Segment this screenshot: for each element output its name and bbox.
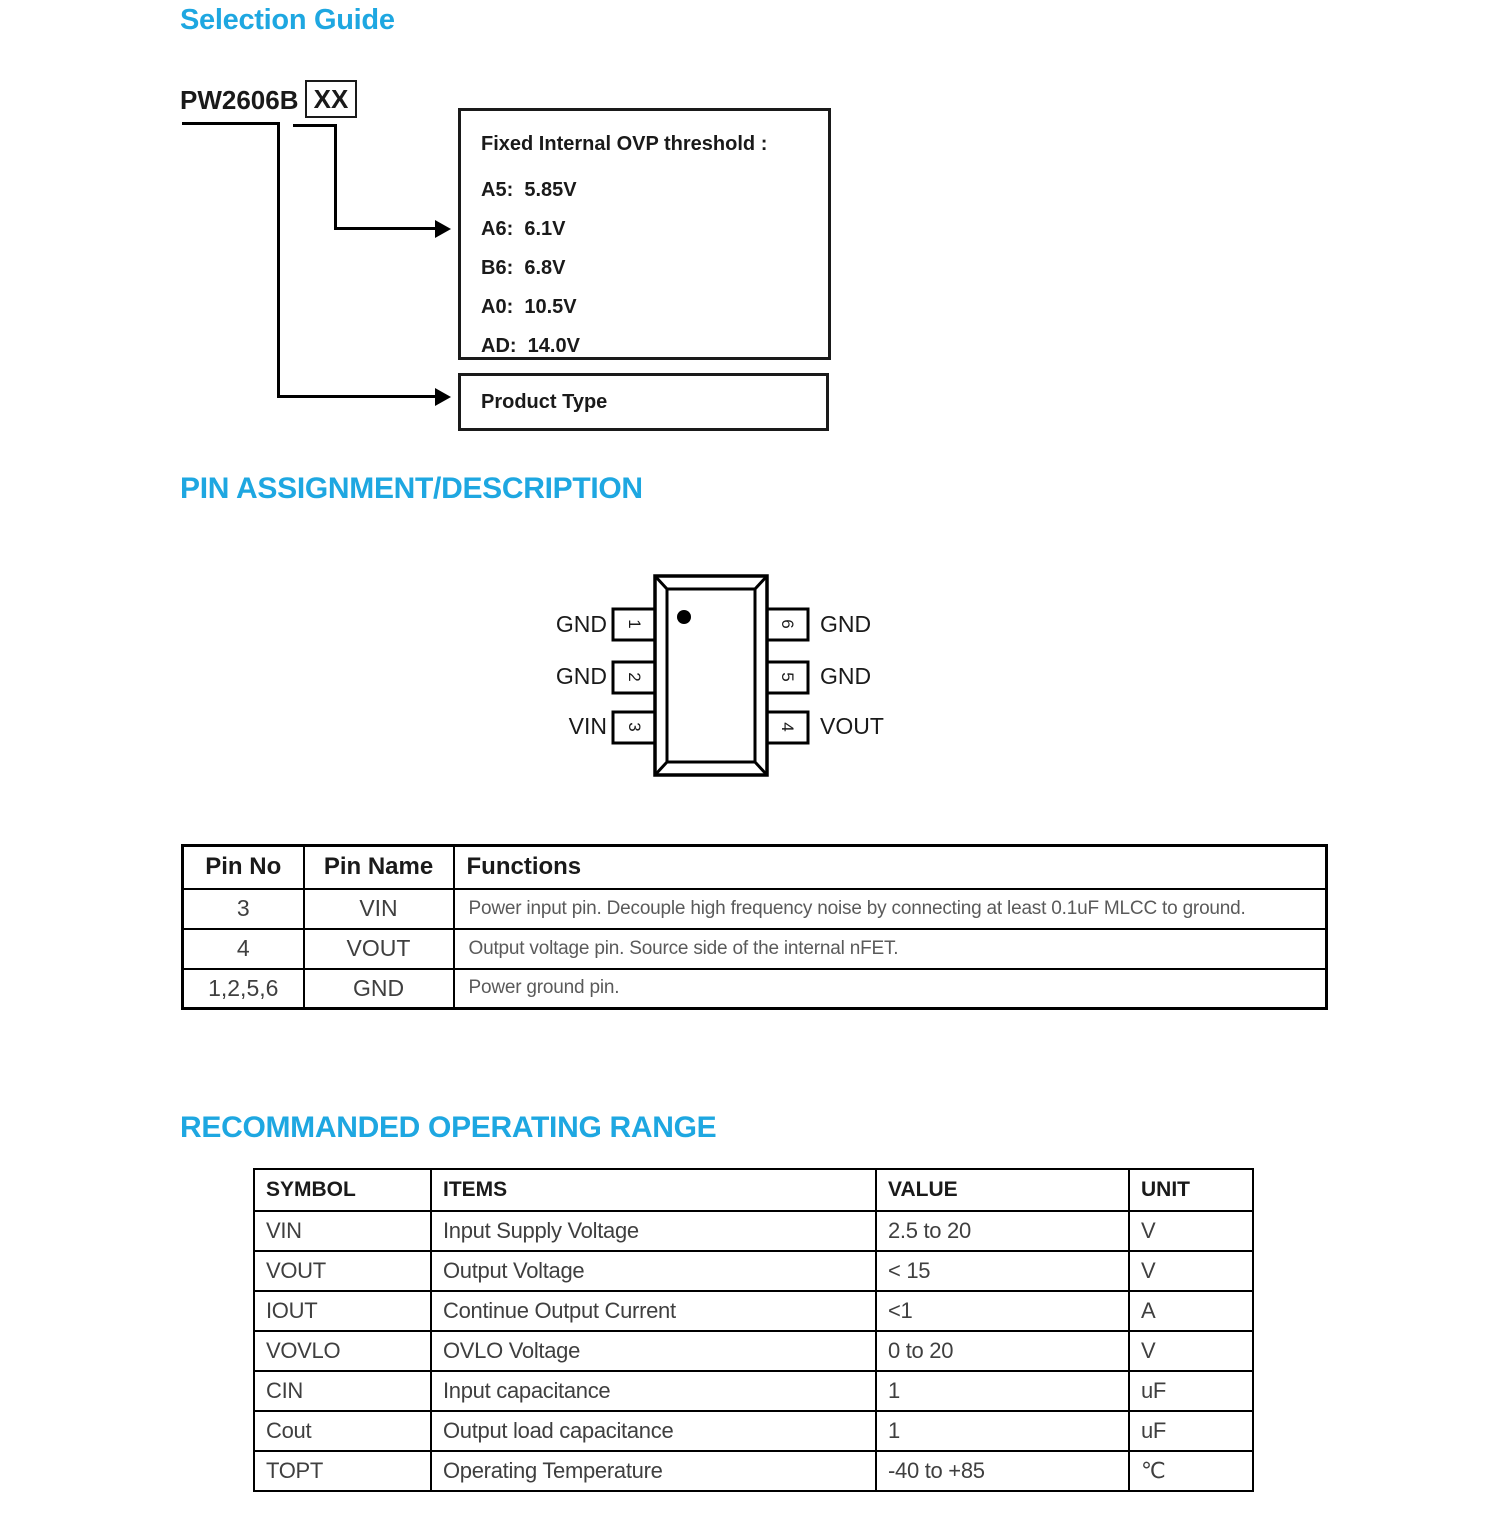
unit-cell: uF	[1129, 1411, 1253, 1451]
functions-header: Functions	[454, 846, 1327, 889]
pin-number: 2	[625, 672, 644, 682]
pin-function-cell: Output voltage pin. Source side of the internal nFET.	[454, 929, 1327, 969]
ovp-option: AD: 14.0V	[481, 335, 580, 357]
connector-line	[293, 124, 337, 127]
pin-number: 1	[625, 619, 644, 629]
pin-number: 5	[778, 672, 797, 682]
pin-assignment-title: PIN ASSIGNMENT/DESCRIPTION	[180, 472, 643, 505]
table-row	[183, 929, 1327, 969]
ovp-threshold-box	[458, 108, 831, 360]
items-header: ITEMS	[431, 1169, 876, 1211]
selection-guide-title: Selection Guide	[180, 4, 395, 36]
symbol-cell: VIN	[254, 1211, 431, 1251]
pin-function-cell: Power ground pin.	[454, 969, 1327, 1009]
unit-cell: ℃	[1129, 1451, 1253, 1491]
symbol-cell: IOUT	[254, 1291, 431, 1331]
ovp-option: A5: 5.85V	[481, 179, 577, 201]
pin-name-cell: VOUT	[304, 929, 454, 969]
pin-description-table	[181, 844, 1328, 1010]
item-cell: Output Voltage	[431, 1251, 876, 1291]
connector-line	[277, 395, 435, 398]
value-cell: < 15	[876, 1251, 1129, 1291]
pin-name-header: Pin Name	[304, 846, 454, 889]
item-cell: Operating Temperature	[431, 1451, 876, 1491]
pin-no-cell: 3	[183, 889, 304, 929]
table-header-row	[254, 1169, 1253, 1211]
ovp-box-title: Fixed Internal OVP threshold :	[481, 133, 768, 155]
connector-line	[277, 122, 280, 398]
value-cell: -40 to +85	[876, 1451, 1129, 1491]
operating-range-title: RECOMMANDED OPERATING RANGE	[180, 1111, 717, 1144]
table-row	[254, 1291, 1253, 1331]
symbol-cell: VOVLO	[254, 1331, 431, 1371]
unit-cell: A	[1129, 1291, 1253, 1331]
table-row	[254, 1251, 1253, 1291]
operating-range-table	[253, 1168, 1254, 1492]
connector-line	[182, 122, 280, 125]
pin1-marker-dot	[677, 610, 691, 624]
unit-header: UNIT	[1129, 1169, 1253, 1211]
table-row	[183, 969, 1327, 1009]
symbol-cell: TOPT	[254, 1451, 431, 1491]
pin-label-right: GND	[820, 611, 872, 637]
value-cell: 1	[876, 1411, 1129, 1451]
item-cell: Continue Output Current	[431, 1291, 876, 1331]
connector-line	[334, 124, 337, 230]
pin-number: 6	[778, 619, 797, 629]
part-suffix-box: XX	[305, 80, 357, 118]
table-row	[254, 1211, 1253, 1251]
arrowhead-icon	[435, 220, 451, 238]
ovp-option: A0: 10.5V	[481, 296, 577, 318]
table-row	[183, 889, 1327, 929]
ovp-option: B6: 6.8V	[481, 257, 566, 279]
pin-label-right: VOUT	[820, 713, 884, 739]
pin-number: 3	[625, 722, 644, 732]
pin-label-left: GND	[555, 611, 607, 637]
item-cell: Output load capacitance	[431, 1411, 876, 1451]
pin-no-header: Pin No	[183, 846, 304, 889]
pin-label-left: GND	[555, 663, 607, 689]
ovp-option: A6: 6.1V	[481, 218, 566, 240]
table-row	[254, 1331, 1253, 1371]
unit-cell: V	[1129, 1331, 1253, 1371]
symbol-cell: VOUT	[254, 1251, 431, 1291]
table-row	[254, 1411, 1253, 1451]
value-cell: 0 to 20	[876, 1331, 1129, 1371]
table-row	[254, 1371, 1253, 1411]
table-row	[254, 1451, 1253, 1491]
chip-body-outline	[655, 576, 767, 775]
pin-label-left: VIN	[568, 713, 607, 739]
symbol-header: SYMBOL	[254, 1169, 431, 1211]
value-cell: 2.5 to 20	[876, 1211, 1129, 1251]
part-number-text: PW2606B	[180, 85, 299, 115]
value-cell: <1	[876, 1291, 1129, 1331]
unit-cell: uF	[1129, 1371, 1253, 1411]
product-type-label: Product Type	[481, 391, 608, 413]
pin-number: 4	[778, 722, 797, 732]
connector-line	[334, 227, 435, 230]
pin-label-right: GND	[820, 663, 872, 689]
pin-no-cell: 4	[183, 929, 304, 969]
arrowhead-icon	[435, 388, 451, 406]
product-type-box	[458, 373, 829, 431]
pin-function-cell: Power input pin. Decouple high frequency noise by connecting at least 0.1uF MLCC to ground.	[454, 889, 1327, 929]
symbol-cell: CIN	[254, 1371, 431, 1411]
pin-name-cell: VIN	[304, 889, 454, 929]
value-cell: 1	[876, 1371, 1129, 1411]
value-header: VALUE	[876, 1169, 1129, 1211]
table-header-row	[183, 846, 1327, 889]
item-cell: Input Supply Voltage	[431, 1211, 876, 1251]
item-cell: OVLO Voltage	[431, 1331, 876, 1371]
unit-cell: V	[1129, 1251, 1253, 1291]
pin-no-cell: 1,2,5,6	[183, 969, 304, 1009]
symbol-cell: Cout	[254, 1411, 431, 1451]
item-cell: Input capacitance	[431, 1371, 876, 1411]
unit-cell: V	[1129, 1211, 1253, 1251]
pin-name-cell: GND	[304, 969, 454, 1009]
